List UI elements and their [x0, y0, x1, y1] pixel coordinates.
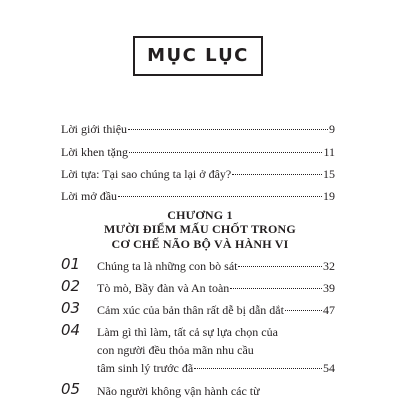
toc-entry-title: Chúng ta là những con bò sát: [97, 259, 238, 273]
dot-leader: [128, 129, 328, 130]
toc-heading-box: [133, 36, 263, 76]
toc-entry-page: 11: [323, 145, 335, 159]
toc-entry[interactable]: [61, 167, 335, 181]
toc-entry-page: 19: [323, 189, 335, 203]
toc-entry[interactable]: [61, 122, 335, 136]
dot-leader: [285, 310, 322, 311]
dot-leader: [232, 174, 322, 175]
toc-entry[interactable]: [97, 281, 335, 295]
toc-entry-title: tâm sinh lý trước đã: [97, 361, 194, 375]
chapter-title-line1: MƯỜI ĐIỂM MẤU CHỐT TRONG: [104, 222, 296, 236]
entry-number: 04: [61, 321, 81, 339]
toc-entry-title: Lời mở đầu: [61, 189, 118, 203]
entry-number: 02: [61, 277, 81, 295]
toc-entry-title: Tò mò, Bầy đàn và An toàn: [97, 281, 230, 295]
toc-entry[interactable]: [61, 145, 335, 159]
toc-entry[interactable]: [61, 189, 335, 203]
toc-entry-page: 47: [323, 303, 335, 317]
entry-number: 03: [61, 299, 81, 317]
toc-entry-title: Lời giới thiệu: [61, 122, 128, 136]
toc-entry-line: Làm gì thì làm, tất cả sự lựa chọn của: [97, 325, 278, 339]
toc-entry-title: Lời khen tặng: [61, 145, 128, 159]
toc-entry[interactable]: [97, 361, 335, 375]
toc-entry-line: Não người không vận hành các từ: [97, 384, 260, 398]
entry-number: 05: [61, 380, 81, 398]
toc-entry-title: Cảm xúc của bản thân rất dễ bị dẫn dắt: [97, 303, 284, 317]
dot-leader: [238, 266, 322, 267]
toc-entry[interactable]: [97, 303, 335, 317]
toc-entry-page: 54: [323, 361, 335, 375]
entry-number: 01: [61, 255, 81, 273]
toc-entry-line: con người đều thỏa mãn nhu cầu: [97, 343, 254, 357]
toc-entry-page: 32: [323, 259, 335, 273]
toc-entry-page: 15: [323, 167, 335, 181]
dot-leader: [129, 152, 322, 153]
toc-entry-title: Lời tựa: Tại sao chúng ta lại ở đây?: [61, 167, 232, 181]
toc-entry-page: 9: [329, 122, 335, 136]
toc-heading: MỤC LỤC: [147, 45, 249, 66]
dot-leader: [194, 368, 322, 369]
chapter-label: CHƯƠNG 1: [167, 208, 233, 222]
dot-leader: [230, 288, 322, 289]
dot-leader: [118, 196, 322, 197]
toc-entry[interactable]: [97, 259, 335, 273]
toc-entry-page: 39: [323, 281, 335, 295]
chapter-title-line2: CƠ CHẾ NÃO BỘ VÀ HÀNH VI: [111, 237, 289, 251]
